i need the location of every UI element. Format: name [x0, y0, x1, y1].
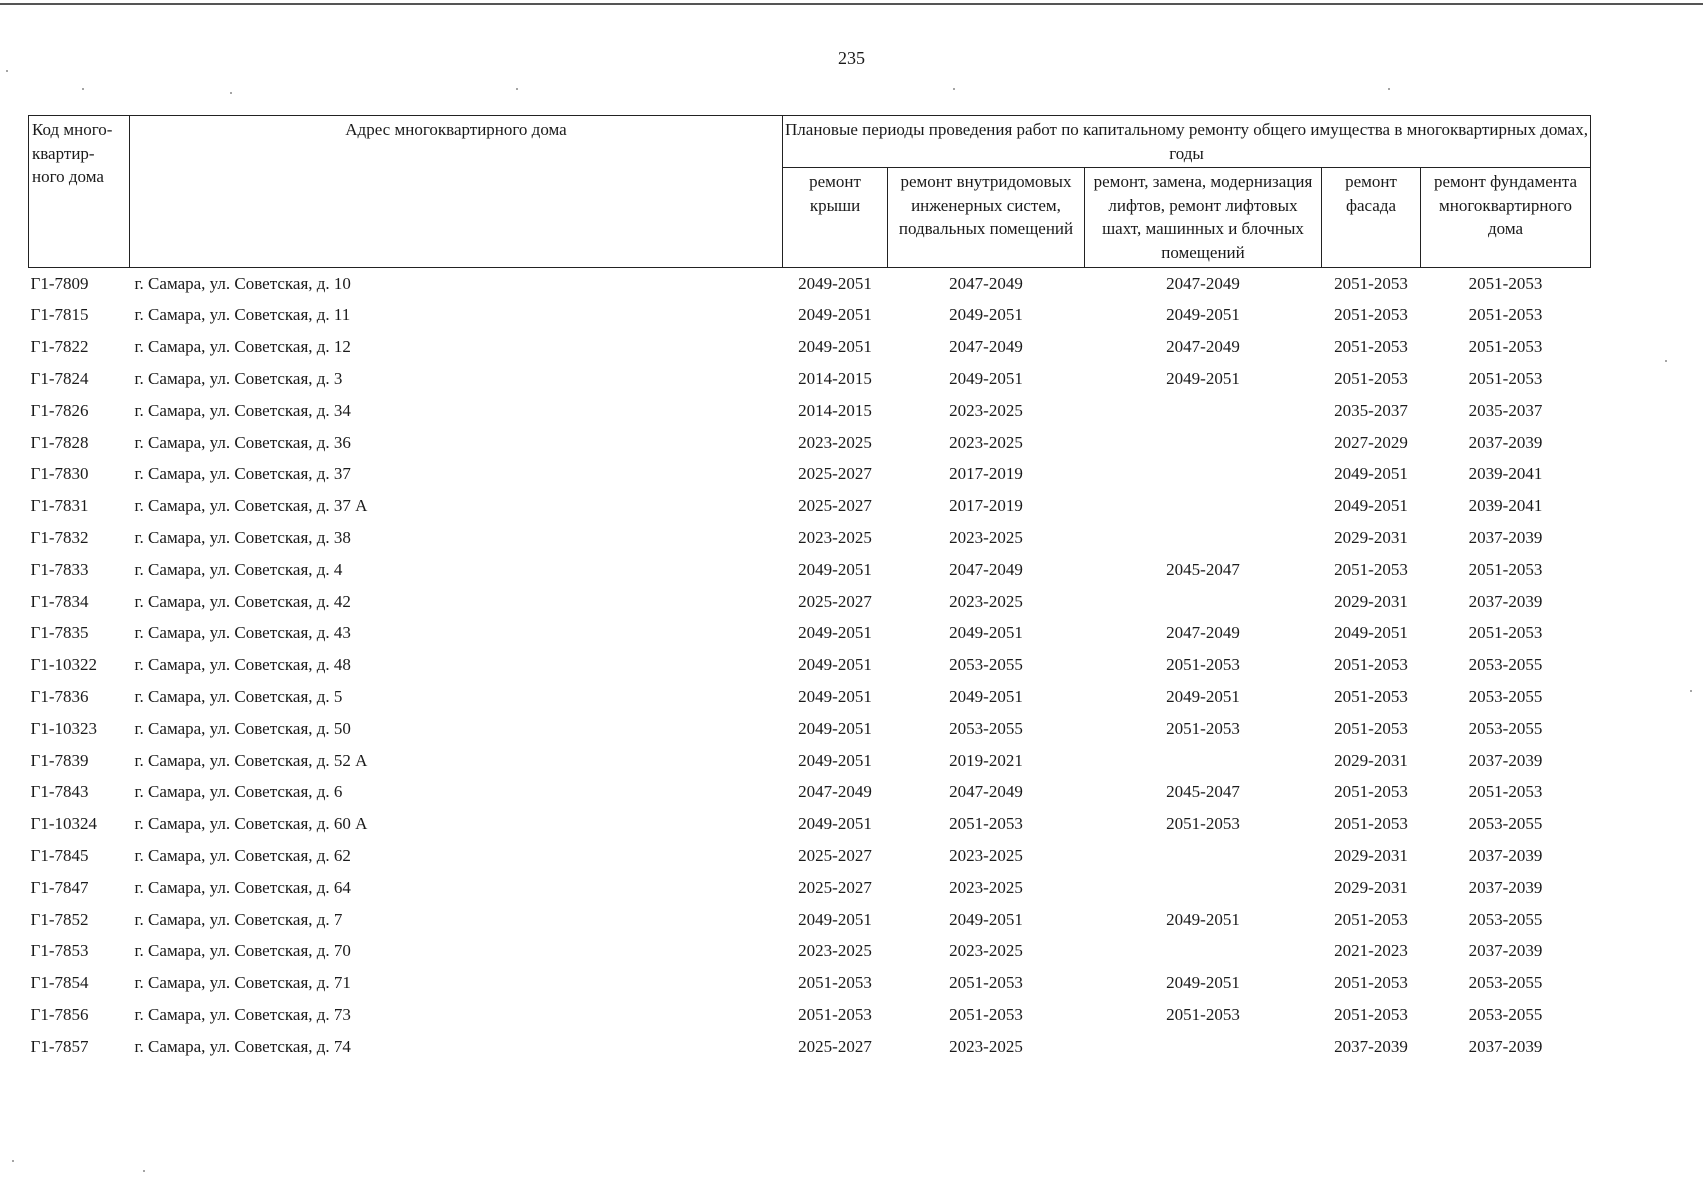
- cell-roof: 2049-2051: [798, 718, 872, 738]
- cell-roof: 2049-2051: [798, 559, 872, 579]
- cell-address: г. Самара, ул. Советская, д. 10: [134, 273, 351, 293]
- cell-engineering: 2017-2019: [949, 496, 1023, 516]
- cell-foundation: 2051-2053: [1468, 305, 1543, 325]
- cell-address: г. Самара, ул. Советская, д. 6: [134, 782, 343, 802]
- cell-foundation: 2037-2039: [1468, 527, 1543, 547]
- cell-engineering: 2049-2051: [949, 305, 1023, 325]
- cell-address: г. Самара, ул. Советская, д. 71: [134, 973, 351, 993]
- scan-speck: [12, 1160, 14, 1162]
- cell-engineering: 2049-2051: [949, 623, 1023, 643]
- cell-roof: 2023-2025: [798, 432, 872, 452]
- table-row: [29, 776, 1591, 808]
- cell-code: Г1-7809: [30, 273, 89, 293]
- cell-code: Г1-7824: [30, 368, 89, 388]
- cell-engineering: 2047-2049: [949, 273, 1023, 293]
- cell-engineering: 2023-2025: [949, 432, 1023, 452]
- table-row: [29, 617, 1591, 649]
- cell-foundation: 2037-2039: [1468, 750, 1543, 770]
- cell-address: г. Самара, ул. Советская, д. 11: [134, 305, 351, 325]
- cell-code: Г1-7828: [30, 432, 89, 452]
- repair-schedule-table: [28, 115, 1591, 1062]
- cell-address: г. Самара, ул. Советская, д. 37 А: [134, 496, 368, 516]
- cell-address: г. Самара, ул. Советская, д. 52 А: [134, 750, 368, 770]
- cell-roof: 2023-2025: [798, 941, 872, 961]
- cell-elevators: 2049-2051: [1166, 305, 1240, 325]
- cell-foundation: 2037-2039: [1468, 877, 1543, 897]
- cell-elevators: 2045-2047: [1166, 782, 1240, 802]
- cell-roof: 2049-2051: [798, 337, 872, 357]
- cell-code: Г1-7852: [30, 909, 89, 929]
- cell-address: г. Самара, ул. Советская, д. 43: [134, 623, 351, 643]
- cell-engineering: 2051-2053: [949, 1004, 1023, 1024]
- cell-facade: 2051-2053: [1334, 368, 1408, 388]
- cell-engineering: 2051-2053: [949, 973, 1023, 993]
- cell-code: Г1-10323: [30, 718, 97, 738]
- cell-facade: 2029-2031: [1334, 877, 1408, 897]
- cell-address: г. Самара, ул. Советская, д. 4: [134, 559, 343, 579]
- cell-code: Г1-10322: [30, 655, 97, 675]
- cell-address: г. Самара, ул. Советская, д. 74: [134, 1036, 351, 1056]
- table-row: [29, 713, 1591, 745]
- cell-address: г. Самара, ул. Советская, д. 38: [134, 527, 351, 547]
- cell-address: г. Самара, ул. Советская, д. 12: [134, 337, 351, 357]
- header-elevators: ремонт, замена, модернизация лифтов, ремонт лифтовых шахт, машинных и блочных помещений: [1085, 168, 1322, 267]
- cell-facade: 2021-2023: [1334, 941, 1408, 961]
- header-roof: ремонт крыши: [783, 168, 888, 267]
- cell-roof: 2025-2027: [798, 877, 872, 897]
- header-engineering: ремонт внутридомовых инженерных систем, подвальных помещений: [888, 168, 1085, 267]
- table-row: [29, 808, 1591, 840]
- cell-facade: 2051-2053: [1334, 559, 1408, 579]
- scan-speck: [1690, 690, 1692, 692]
- cell-elevators: 2051-2053: [1166, 718, 1240, 738]
- cell-address: г. Самара, ул. Советская, д. 64: [134, 877, 351, 897]
- cell-roof: 2049-2051: [798, 909, 872, 929]
- cell-roof: 2049-2051: [798, 814, 872, 834]
- cell-roof: 2049-2051: [798, 686, 872, 706]
- cell-elevators: [1085, 522, 1322, 554]
- cell-facade: 2051-2053: [1334, 1004, 1408, 1024]
- cell-elevators: 2049-2051: [1166, 909, 1240, 929]
- cell-code: Г1-7856: [30, 1004, 89, 1024]
- cell-elevators: 2049-2051: [1166, 686, 1240, 706]
- cell-foundation: 2053-2055: [1468, 973, 1543, 993]
- cell-elevators: [1085, 490, 1322, 522]
- table-row: [29, 586, 1591, 618]
- cell-roof: 2014-2015: [798, 368, 872, 388]
- cell-elevators: 2047-2049: [1166, 273, 1240, 293]
- table-row: [29, 745, 1591, 777]
- cell-roof: 2051-2053: [798, 973, 872, 993]
- cell-roof: 2049-2051: [798, 273, 872, 293]
- scan-speck: [6, 70, 8, 72]
- cell-facade: 2051-2053: [1334, 973, 1408, 993]
- scan-speck: [1665, 360, 1667, 362]
- cell-foundation: 2051-2053: [1468, 782, 1543, 802]
- cell-code: Г1-7854: [30, 973, 89, 993]
- cell-engineering: 2017-2019: [949, 464, 1023, 484]
- cell-address: г. Самара, ул. Советская, д. 42: [134, 591, 351, 611]
- cell-roof: 2051-2053: [798, 1004, 872, 1024]
- cell-foundation: 2037-2039: [1468, 432, 1543, 452]
- cell-foundation: 2053-2055: [1468, 718, 1543, 738]
- cell-engineering: 2049-2051: [949, 368, 1023, 388]
- cell-facade: 2029-2031: [1334, 845, 1408, 865]
- table-row: [29, 267, 1591, 299]
- cell-facade: 2037-2039: [1334, 1036, 1408, 1056]
- cell-foundation: 2053-2055: [1468, 686, 1543, 706]
- scan-speck: [230, 92, 232, 94]
- table-row: [29, 999, 1591, 1031]
- cell-engineering: 2049-2051: [949, 909, 1023, 929]
- header-facade: ремонт фасада: [1322, 168, 1421, 267]
- cell-foundation: 2039-2041: [1468, 496, 1543, 516]
- cell-roof: 2025-2027: [798, 496, 872, 516]
- cell-elevators: [1085, 1031, 1322, 1063]
- table-row: [29, 967, 1591, 999]
- cell-code: Г1-7843: [30, 782, 89, 802]
- cell-engineering: 2023-2025: [949, 1036, 1023, 1056]
- cell-engineering: 2047-2049: [949, 337, 1023, 357]
- cell-engineering: 2053-2055: [949, 655, 1023, 675]
- cell-roof: 2014-2015: [798, 400, 872, 420]
- cell-engineering: 2023-2025: [949, 941, 1023, 961]
- cell-code: Г1-7835: [30, 623, 89, 643]
- table-row: [29, 935, 1591, 967]
- cell-address: г. Самара, ул. Советская, д. 60 А: [134, 814, 368, 834]
- table-row: [29, 522, 1591, 554]
- table-row: [29, 299, 1591, 331]
- cell-facade: 2051-2053: [1334, 305, 1408, 325]
- cell-code: Г1-7831: [30, 496, 89, 516]
- cell-engineering: 2023-2025: [949, 527, 1023, 547]
- cell-facade: 2051-2053: [1334, 273, 1408, 293]
- cell-code: Г1-7834: [30, 591, 89, 611]
- cell-elevators: [1085, 395, 1322, 427]
- cell-code: Г1-7832: [30, 527, 89, 547]
- cell-engineering: 2023-2025: [949, 400, 1023, 420]
- cell-code: Г1-7857: [30, 1036, 89, 1056]
- cell-roof: 2049-2051: [798, 655, 872, 675]
- cell-foundation: 2051-2053: [1468, 368, 1543, 388]
- cell-address: г. Самара, ул. Советская, д. 62: [134, 845, 351, 865]
- cell-facade: 2051-2053: [1334, 814, 1408, 834]
- scan-speck: [1388, 88, 1390, 90]
- cell-facade: 2051-2053: [1334, 686, 1408, 706]
- cell-address: г. Самара, ул. Советская, д. 5: [134, 686, 343, 706]
- cell-address: г. Самара, ул. Советская, д. 73: [134, 1004, 351, 1024]
- cell-facade: 2051-2053: [1334, 337, 1408, 357]
- cell-foundation: 2039-2041: [1468, 464, 1543, 484]
- table-body: [29, 267, 1591, 1062]
- cell-engineering: 2047-2049: [949, 559, 1023, 579]
- cell-facade: 2051-2053: [1334, 909, 1408, 929]
- table-row: [29, 490, 1591, 522]
- cell-engineering: 2023-2025: [949, 591, 1023, 611]
- scan-speck: [953, 88, 955, 90]
- cell-elevators: 2051-2053: [1166, 655, 1240, 675]
- cell-address: г. Самара, ул. Советская, д. 70: [134, 941, 351, 961]
- cell-roof: 2023-2025: [798, 527, 872, 547]
- cell-address: г. Самара, ул. Советская, д. 3: [134, 368, 343, 388]
- cell-foundation: 2037-2039: [1468, 591, 1543, 611]
- cell-roof: 2049-2051: [798, 623, 872, 643]
- cell-elevators: 2047-2049: [1166, 337, 1240, 357]
- cell-code: Г1-7822: [30, 337, 89, 357]
- header-periods: Плановые периоды проведения работ по капитальному ремонту общего имущества в многоквартирных домах, годы: [783, 116, 1591, 168]
- cell-address: г. Самара, ул. Советская, д. 34: [134, 400, 351, 420]
- cell-elevators: 2049-2051: [1166, 973, 1240, 993]
- cell-roof: 2049-2051: [798, 305, 872, 325]
- cell-facade: 2027-2029: [1334, 432, 1408, 452]
- table-row: [29, 554, 1591, 586]
- scan-speck: [516, 88, 518, 90]
- cell-code: Г1-7815: [30, 305, 89, 325]
- cell-facade: 2051-2053: [1334, 782, 1408, 802]
- cell-elevators: [1085, 586, 1322, 618]
- cell-elevators: [1085, 935, 1322, 967]
- page-number: 235: [838, 48, 865, 68]
- cell-engineering: 2023-2025: [949, 877, 1023, 897]
- cell-facade: 2051-2053: [1334, 655, 1408, 675]
- table-row: [29, 904, 1591, 936]
- cell-code: Г1-7853: [30, 941, 89, 961]
- cell-foundation: 2037-2039: [1468, 1036, 1543, 1056]
- cell-facade: 2035-2037: [1334, 400, 1408, 420]
- table-row: [29, 649, 1591, 681]
- cell-engineering: 2049-2051: [949, 686, 1023, 706]
- cell-engineering: 2047-2049: [949, 782, 1023, 802]
- cell-foundation: 2035-2037: [1468, 400, 1543, 420]
- cell-code: Г1-7847: [30, 877, 89, 897]
- cell-code: Г1-7845: [30, 845, 89, 865]
- table-row: [29, 840, 1591, 872]
- table-row: [29, 331, 1591, 363]
- table-row: [29, 872, 1591, 904]
- cell-engineering: 2053-2055: [949, 718, 1023, 738]
- cell-code: Г1-7839: [30, 750, 89, 770]
- table-row: [29, 1031, 1591, 1063]
- cell-elevators: [1085, 872, 1322, 904]
- cell-foundation: 2053-2055: [1468, 909, 1543, 929]
- cell-elevators: 2045-2047: [1166, 559, 1240, 579]
- cell-foundation: 2037-2039: [1468, 941, 1543, 961]
- scan-speck: [82, 88, 84, 90]
- cell-elevators: [1085, 840, 1322, 872]
- table-row: [29, 363, 1591, 395]
- cell-elevators: [1085, 427, 1322, 459]
- header-row-top: [29, 116, 1591, 168]
- cell-code: Г1-7836: [30, 686, 89, 706]
- table-row: [29, 395, 1591, 427]
- cell-elevators: [1085, 745, 1322, 777]
- cell-elevators: 2047-2049: [1166, 623, 1240, 643]
- cell-code: Г1-7826: [30, 400, 89, 420]
- cell-foundation: 2051-2053: [1468, 623, 1543, 643]
- cell-address: г. Самара, ул. Советская, д. 50: [134, 718, 351, 738]
- cell-address: г. Самара, ул. Советская, д. 7: [134, 909, 343, 929]
- cell-engineering: 2023-2025: [949, 845, 1023, 865]
- cell-engineering: 2019-2021: [949, 750, 1023, 770]
- cell-foundation: 2053-2055: [1468, 814, 1543, 834]
- cell-facade: 2029-2031: [1334, 750, 1408, 770]
- scan-speck: [143, 1170, 145, 1172]
- cell-facade: 2049-2051: [1334, 464, 1408, 484]
- header-code: Код много-квартир-ного дома: [29, 116, 130, 268]
- cell-foundation: 2037-2039: [1468, 845, 1543, 865]
- cell-address: г. Самара, ул. Советская, д. 48: [134, 655, 351, 675]
- cell-code: Г1-7830: [30, 464, 89, 484]
- cell-address: г. Самара, ул. Советская, д. 37: [134, 464, 351, 484]
- header-address: Адрес многоквартирного дома: [130, 116, 783, 268]
- cell-roof: 2049-2051: [798, 750, 872, 770]
- cell-facade: 2049-2051: [1334, 623, 1408, 643]
- top-border-line: [0, 3, 1703, 5]
- cell-elevators: 2049-2051: [1166, 368, 1240, 388]
- cell-code: Г1-10324: [30, 814, 97, 834]
- cell-facade: 2049-2051: [1334, 496, 1408, 516]
- header-foundation: ремонт фундамента многоквартирного дома: [1421, 168, 1591, 267]
- cell-facade: 2029-2031: [1334, 527, 1408, 547]
- cell-elevators: 2051-2053: [1166, 1004, 1240, 1024]
- cell-elevators: 2051-2053: [1166, 814, 1240, 834]
- cell-foundation: 2051-2053: [1468, 337, 1543, 357]
- cell-code: Г1-7833: [30, 559, 89, 579]
- cell-address: г. Самара, ул. Советская, д. 36: [134, 432, 351, 452]
- cell-roof: 2025-2027: [798, 464, 872, 484]
- cell-facade: 2029-2031: [1334, 591, 1408, 611]
- cell-roof: 2047-2049: [798, 782, 872, 802]
- cell-facade: 2051-2053: [1334, 718, 1408, 738]
- table-row: [29, 681, 1591, 713]
- cell-foundation: 2051-2053: [1468, 559, 1543, 579]
- table-row: [29, 458, 1591, 490]
- table-row: [29, 427, 1591, 459]
- cell-roof: 2025-2027: [798, 845, 872, 865]
- cell-elevators: [1085, 458, 1322, 490]
- cell-foundation: 2053-2055: [1468, 655, 1543, 675]
- cell-roof: 2025-2027: [798, 591, 872, 611]
- cell-foundation: 2053-2055: [1468, 1004, 1543, 1024]
- cell-engineering: 2051-2053: [949, 814, 1023, 834]
- cell-foundation: 2051-2053: [1468, 273, 1543, 293]
- cell-roof: 2025-2027: [798, 1036, 872, 1056]
